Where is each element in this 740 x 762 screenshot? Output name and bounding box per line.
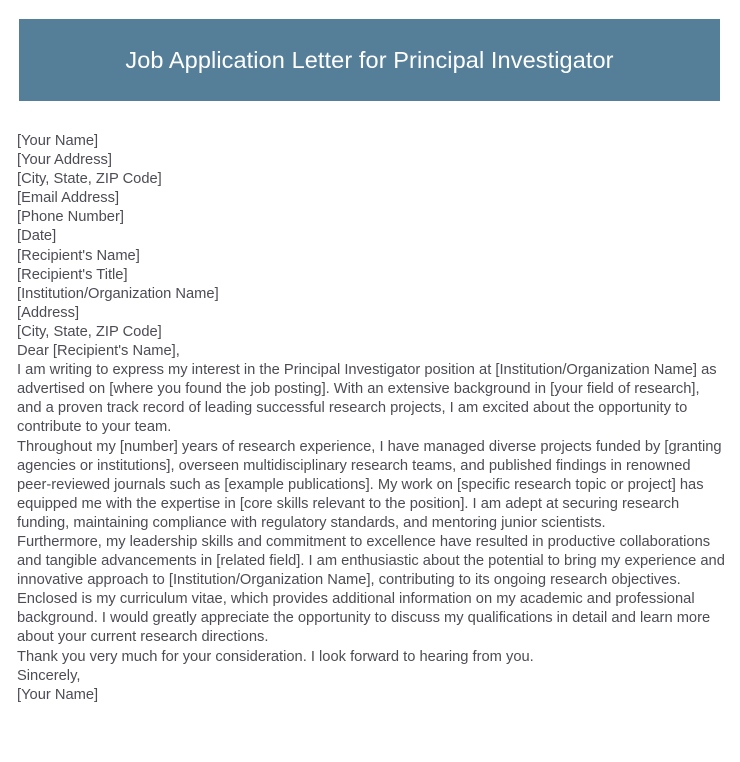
letter-paragraph-1: I am writing to express my interest in the Principal Investigator position at [Institution/Organization Name] as advertised on [where you found the job posting]. With an extensive background in [your field of research], and a proven track record of leading successful research projects, I am excited about the opportunity to contribute to your team. [17, 362, 717, 436]
letter-paragraph-3: Furthermore, my leadership skills and commitment to excellence have resulted in productive collaborations and tangible advancements in [related field]. I am enthusiastic about the potential to bring my experience and innovative approach to [Institution/Organization Name], contributing to its ongoing research objectives. [17, 533, 725, 589]
recipient-city-state-zip-line: [City, State, ZIP Code] [17, 323, 162, 340]
salutation-line: Dear [Recipient's Name], [17, 343, 180, 360]
sender-address-line: [Your Address] [17, 152, 112, 169]
sender-email-line: [Email Address] [17, 190, 120, 207]
letter-paragraph-2: Throughout my [number] years of research experience, I have managed diverse projects funded by [granting agencies or institutions], overseen multidisciplinary research teams, and published findings in renowned peer-reviewed journals such as [example publications]. My work on [specific research topic or project] has equipped me with the expertise in [core skills relevant to the position]. I am adept at securing research funding, maintaining compliance with regulatory standards, and mentoring junior scientists. [17, 438, 722, 531]
letter-paragraph-5: Thank you very much for your consideration. I look forward to hearing from you. [17, 648, 534, 665]
sender-name-line: [Your Name] [17, 133, 99, 149]
document-header-banner [19, 19, 720, 101]
recipient-name-line: [Recipient's Name] [17, 247, 140, 264]
letter-date-line: [Date] [17, 228, 57, 245]
sender-phone-line: [Phone Number] [17, 209, 124, 226]
letter-body [17, 132, 726, 705]
letter-paragraph-4: Enclosed is my curriculum vitae, which provides additional information on my academic and professional background. I would greatly appreciate the opportunity to discuss my qualifications in detail and learn more about your current research directions. [17, 591, 711, 646]
sender-city-state-zip-line: [City, State, ZIP Code] [17, 171, 162, 188]
recipient-title-line: [Recipient's Title] [17, 266, 128, 283]
recipient-institution-line: [Institution/Organization Name] [17, 285, 219, 302]
recipient-address-block [17, 247, 726, 342]
page-title: Job Application Letter for Principal Investigator [125, 46, 614, 73]
recipient-address-line: [Address] [17, 304, 80, 321]
sender-address-block [17, 132, 726, 247]
signature-name-line: [Your Name] [17, 686, 99, 703]
closing-line: Sincerely, [17, 667, 81, 684]
